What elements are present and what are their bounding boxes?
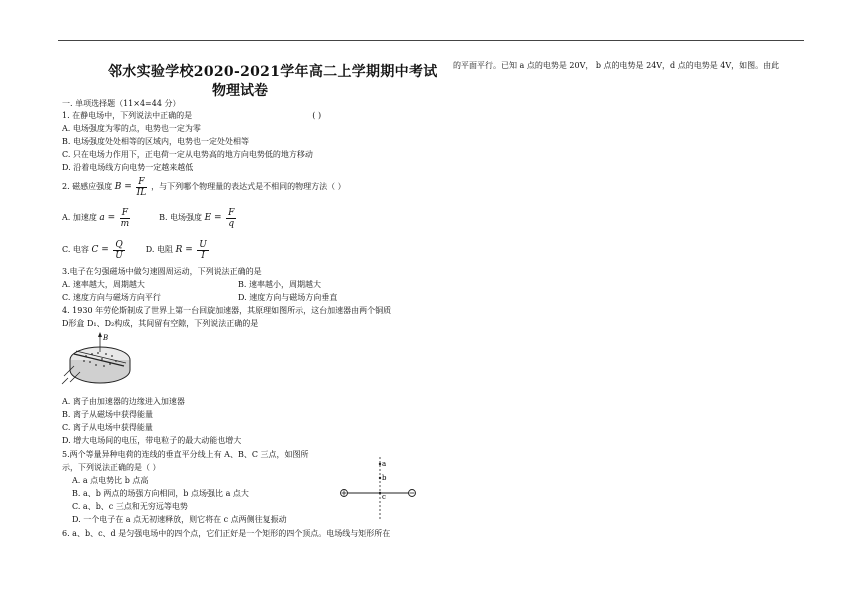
q4-option-b: B. 离子从磁场中获得能量 [62,410,153,419]
q2-option-c-fraction [113,240,124,261]
q2-stem [62,176,346,198]
q3-stem: 3.电子在匀强磁场中做匀速圆周运动，下列说法正确的是 [62,267,262,276]
q2-option-a-num: F [121,207,128,218]
point-a-label: a [382,460,387,468]
point-c-label: c [382,493,386,501]
q2-options-cd [62,239,211,261]
q3-option-c: C. 速度方向与磁场方向平行 [62,293,161,302]
q2-option-b-den: q [228,218,235,229]
q5-stem-line1: 5.两个等量异种电荷的连线的垂直平分线上有 A、B、C 三点，如图所 [62,450,309,459]
q2-options-ab [62,207,238,229]
q2-formula-lhs: B = [114,182,132,192]
q2-option-d-num: U [199,239,207,250]
q4-option-d: D. 增大电场间的电压，带电粒子的最大动能也增大 [62,436,242,445]
q2-stem-prefix: 2. 磁感应强度 [62,182,113,191]
q4-stem-line1: 4. 1930 年劳伦斯制成了世界上第一台回旋加速器，其原理如图所示，这台加速器由两个铜质 [62,306,392,315]
q2-option-c-den: U [115,250,123,261]
q1-option-a: A. 电场强度为零的点，电势也一定为零 [62,124,201,133]
q2-stem-suffix: ，与下列哪个物理量的表达式是不相同的物理方法（ ） [151,182,346,191]
q5-option-a: A. a 点电势比 b 点高 [72,476,149,485]
q2-option-c-num: Q [115,239,123,250]
q1-option-d: D. 沿着电场线方向电势一定越来越低 [62,163,194,172]
q2-formula-den: IL [136,187,147,198]
exam-subtitle: 物理试卷 [212,83,268,99]
header-rule [58,40,804,41]
q6-stem-line1: 6. a、b、c、d 是匀强电场中的四个点，它们正好是一个矩形的四个顶点。电场线与矩形所在 [62,529,391,538]
section-heading: 一. 单项选择题（11×4=44 分） [62,99,181,108]
q2-option-c-lhs: C = [91,245,109,255]
q2-option-b-num: F [228,207,235,218]
q2-option-d-lhs: R = [175,245,193,255]
q5-stem-line2: 示，下列说法正确的是（ ） [62,463,161,472]
q2-option-a-lhs: a = [99,213,116,223]
q5-option-c: C. a、b、c 三点和无穷远等电势 [72,502,188,511]
q1-stem-text: 1. 在静电场中，下列说法中正确的是 [62,111,193,120]
exam-title: 邻水实验学校2020-2021学年高二上学期期中考试 [108,64,438,80]
q2-option-d-fraction [197,240,209,261]
q2-option-a-den: m [120,218,130,229]
q2-formula-num: F [138,176,145,187]
q2-option-a-label: A. 加速度 [62,213,97,222]
point-b-label: b [382,474,387,482]
q6-continuation: 的平面平行。已知 a 点的电势是 20V， b 点的电势是 24V，d 点的电势是 4V，如图。由此 [453,61,780,70]
q3-option-d: D. 速度方向与磁场方向垂直 [238,293,338,302]
q2-option-d-label: D. 电阻 [145,245,174,254]
q1-stem [62,111,321,121]
q2-option-b-label: B. 电场强度 [159,213,203,222]
charges-figure [336,455,418,525]
q2-option-b-lhs: E = [204,213,222,223]
q4-option-c: C. 离子从电场中获得能量 [62,423,153,432]
cyclotron-b-label: B [103,334,109,342]
q4-option-a: A. 离子由加速器的边缘进入加速器 [62,397,185,406]
q1-paren: ( ) [312,111,322,120]
q4-stem-line2: D形盒 D₁、D₂构成，其间留有空隙，下列说法正确的是 [62,319,259,328]
q3-option-b: B. 速率越小，周期越大 [238,280,321,289]
q5-option-b: B. a、b 两点的场强方向相同，b 点场强比 a 点大 [72,489,249,498]
q2-option-c-label: C. 电容 [62,245,89,254]
q2-option-a-fraction [120,208,130,229]
q3-option-a: A. 速率越大，周期越大 [62,280,145,289]
q5-option-d: D. 一个电子在 a 点无初速释放，则它将在 c 点两侧往复振动 [72,515,287,524]
q1-option-b: B. 电场强度处处相等的区域内，电势也一定处处相等 [62,137,249,146]
q2-option-d-den: I [201,250,205,261]
q2-formula-fraction [136,177,146,198]
q1-option-c: C. 只在电场力作用下，正电荷一定从电势高的地方向电势低的地方移动 [62,150,313,159]
q2-option-b-fraction [226,208,236,229]
cyclotron-figure [60,332,136,394]
